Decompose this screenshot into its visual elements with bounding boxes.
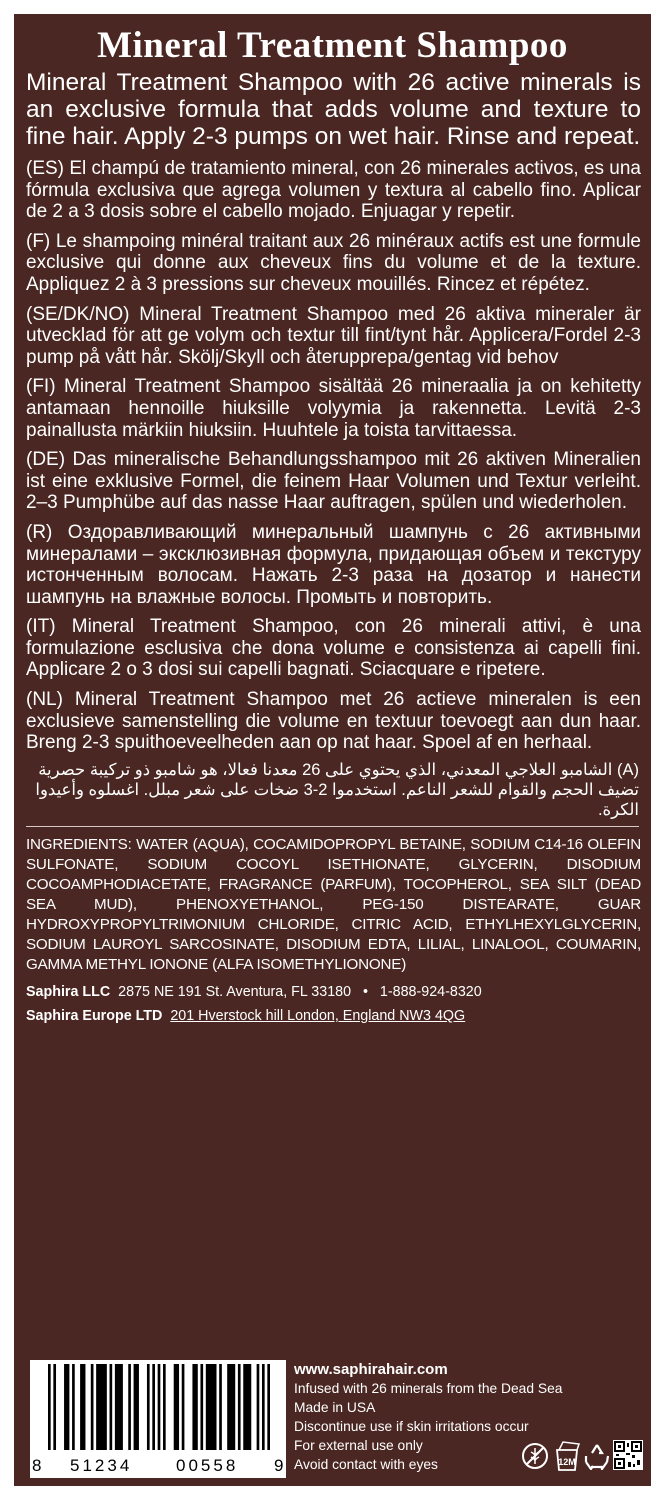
company-eu-name: Saphira Europe LTD (26, 1007, 163, 1024)
barcode-bars (48, 1364, 270, 1450)
barcode (30, 1360, 286, 1478)
company-us-address: 2875 NE 191 St. Aventura, FL 33180 (118, 983, 352, 1000)
recycle-icon (583, 1442, 611, 1470)
barcode-bar (80, 1364, 85, 1450)
gluten-free-icon (521, 1442, 549, 1470)
barcode-bar (72, 1364, 75, 1450)
barcode-bar (200, 1364, 203, 1450)
label-footer (26, 1360, 641, 1478)
note-item: Discontinue use if skin irritations occur (294, 1419, 529, 1434)
barcode-first-digit: 8 (32, 1456, 42, 1475)
barcode-bar (267, 1364, 270, 1450)
barcode-bar (227, 1364, 235, 1450)
barcode-bar (115, 1364, 123, 1450)
product-description: Mineral Treatment Shampoo with 26 active minerals is an exclusive formula that adds volume and texture to fine hair. Apply 2-3 pumps on wet hair. Rinse and repeat. (26, 69, 641, 150)
description-fi: (FI) Mineral Treatment Shampoo sisältää 26 mineraalia ja on kehitetty antamaan hennoille hiuksille volyymia ja rakennetta. Levitä 2-3 painallusta märkiin hiuksiin. Huuhtele ja toista tarvittaessa. (26, 376, 641, 441)
barcode-bar (158, 1364, 161, 1450)
company-eu (26, 1007, 639, 1025)
company-us-name: Saphira LLC (26, 983, 111, 1000)
barcode-bar (152, 1364, 155, 1450)
divider (26, 826, 639, 827)
barcode-bar (147, 1364, 150, 1450)
barcode-bar (91, 1364, 94, 1450)
barcode-bar (110, 1364, 113, 1450)
barcode-bar (262, 1364, 265, 1450)
product-title: Mineral Treatment Shampoo (97, 25, 568, 66)
barcode-bar (206, 1364, 217, 1450)
barcode-check-digit: 9 (274, 1456, 284, 1475)
barcode-bar (96, 1364, 107, 1450)
barcode-bar (182, 1364, 185, 1450)
barcode-bar (192, 1364, 197, 1450)
description-de: (DE) Das mineralische Behandlungsshampoo mit 26 aktiven Mineralien ist eine exklusive Formel, die feinem Haar Volumen und Textur verleiht. 2–3 Pumphübe auf das nasse Haar auftragen, spülen und wiederholen. (26, 449, 641, 514)
barcode-bar (64, 1364, 69, 1450)
qr-code-icon[interactable] (613, 1440, 643, 1470)
website[interactable]: www.saphirahair.com (294, 1361, 448, 1378)
barcode-bar (134, 1364, 139, 1450)
note-item: Avoid contact with eyes (294, 1457, 438, 1472)
company-eu-address: 201 Hverstock hill London, England NW3 4QG (170, 1007, 466, 1024)
barcode-bar (53, 1364, 56, 1450)
note-item: Made in USA (294, 1400, 376, 1415)
description-ru: (R) Оздоравливающий минеральный шампунь с 26 активными минералами – эксклюзивная формула, придающая объем и текстуру истонченным волосам. Нажать 2-3 раза на дозатор и нанести шампунь на влажные волосы. Промыть и повторить. (26, 521, 641, 608)
period-after-opening-icon (553, 1440, 581, 1472)
note-item: Infused with 26 minerals from the Dead Sea (294, 1381, 563, 1396)
description-nl: (NL) Mineral Treatment Shampoo met 26 actieve mineralen is een exclusieve samenstelling die volume en textuur toevoegt aan dun haar. Breng 2-3 spuithoeveelheden aan op nat haar. Spoel af en herhaal. (26, 689, 641, 754)
barcode-bar (238, 1364, 241, 1450)
barcode-right-digits: 00558 (176, 1456, 239, 1475)
product-label (14, 14, 651, 1486)
barcode-bar (174, 1364, 179, 1450)
barcode-left-digits: 51234 (70, 1456, 133, 1475)
barcode-bar (128, 1364, 131, 1450)
description-es: (ES) El champú de tratamiento mineral, con 26 minerales activos, es una fórmula exclusiva que agrega volumen y textura al cabello fino. Aplicar de 2 a 3 dosis sobre el cabello mojado. Enjuagar y repetir. (26, 158, 641, 223)
note-item: For external use only (294, 1438, 423, 1453)
description-fr: (F) Le shampoing minéral traitant aux 26 minéraux actifs est une formule exclusive qui donne aux cheveux fins du volume et de la texture. Appliquez 2 à 3 pressions sur cheveux mouillés. Rincez et répétez. (26, 230, 641, 295)
barcode-bar (219, 1364, 222, 1450)
description-it: (IT) Mineral Treatment Shampoo, con 26 minerali attivi, è una formulazione esclusiva che dona volume e consistenza ai capelli fini. Applicare 2 o 3 dosi sui capelli bagnati. Sciacquare e ripetere. (26, 616, 641, 681)
company-us (26, 983, 639, 1001)
symbols-row (521, 1438, 641, 1474)
description-se-dk-no: (SE/DK/NO) Mineral Treatment Shampoo med 26 aktiva mineraler är utvecklad för att ge volym och textur till fint/tynt hår. Applicera/Fordel 2-3 pump på vått hår. Skölj/Skyll och återupprepa/gentag vid behov (26, 303, 641, 368)
barcode-bar (243, 1364, 251, 1450)
barcode-bar (48, 1364, 51, 1450)
description-ar: (A) الشامبو العلاجي المعدني، الذي يحتوي على 26 معدنا فعالا، هو شامبو ذو تركيبة حصرية تضيف الحجم والقوام للشعر الناعم. استخدموا 2-3 ضخات على شعر مبلل. اغسلوه وأعيدوا الكرة. (35, 760, 639, 819)
company-us-phone: 1-888-924-8320 (379, 983, 482, 1000)
barcode-bar (257, 1364, 260, 1450)
period-after-opening-label: 12M (558, 1457, 576, 1467)
bullet-separator: • (362, 983, 368, 1000)
barcode-bar (163, 1364, 166, 1450)
ingredients-list: INGREDIENTS: WATER (AQUA), COCAMIDOPROPYL BETAINE, SODIUM C14-16 OLEFIN SULFONATE, SODIUM COCOYL ISETHIONATE, GLYCERIN, DISODIUM COCOAMPHODIACETATE, FRAGRANCE (PARFUM), TOCOPHEROL, SEA SILT (DEAD SEA MUD), PHENOXYETHANOL, PEG-150 DISTEARATE, GUAR HYDROXYPROPYLTRIMONIUM CHLORIDE, CITRIC ACID, ETHYLHEXYLGLYCERIN, SODIUM LAUROYL SARCOSINATE, DISODIUM EDTA, LILIAL, LINALOOL, COUMARIN, GAMMA METHYL IONONE (ALFA ISOMETHYLIONONE) (26, 835, 641, 973)
